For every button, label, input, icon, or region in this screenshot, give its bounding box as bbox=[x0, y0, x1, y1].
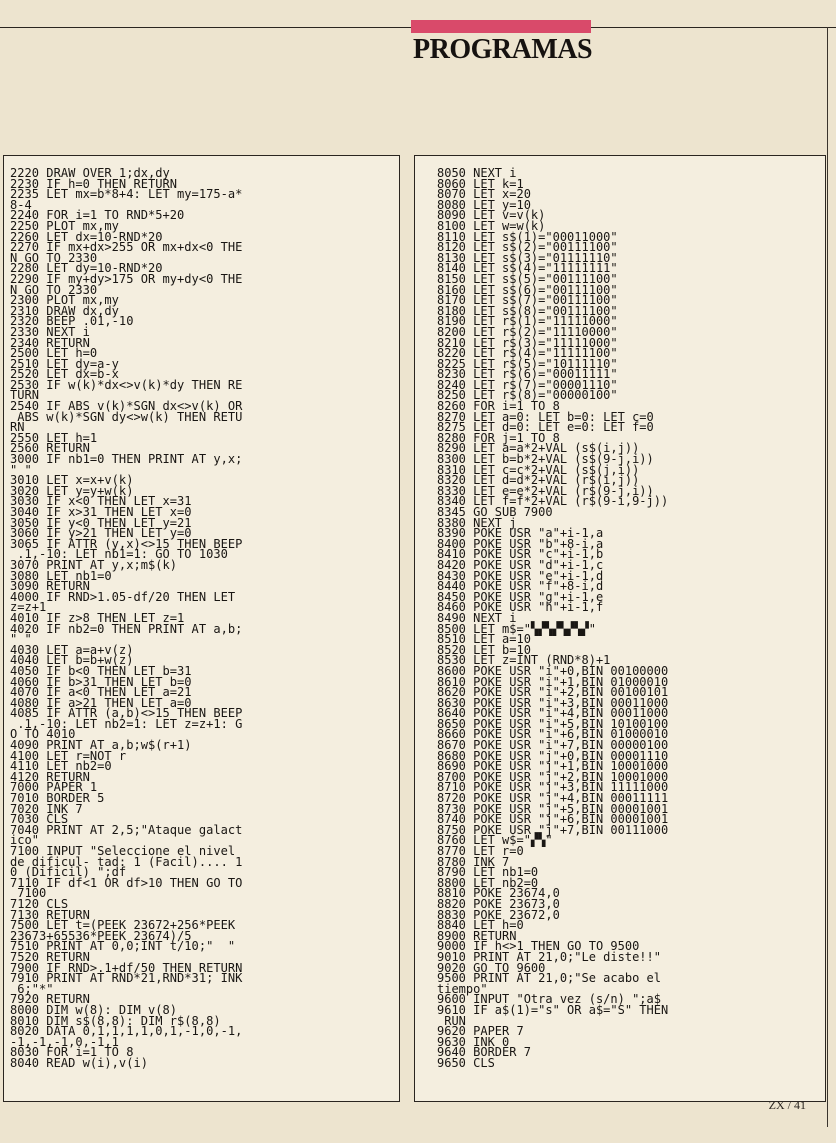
section-title: PROGRAMAS bbox=[413, 34, 593, 65]
basic-listing-left: 2220 DRAW OVER 1;dx,dy 2230 IF h=0 THEN RETURN 2235 LET mx=b*8+4: LET my=175-a* 8-4 2240 FOR i=1 TO RND*5+20 2250 PLOT mx,my 2260 LET dx=10-RND*20 2270 IF mx+dx>255 OR mx+dx<0 THE N GO TO 2330 2280 LET dy=10-RND*20 2290 IF my+dy>175 OR my+dy<0 THE N GO TO 2330 2300 PLOT mx,my 2310 DRAW dx,dy 2320 BEEP .01,-10 2330 NEXT i 2340 RETURN 2500 LET h=0 2510 LET dy=a-y 2520 LET dx=b-x 2530 IF w(k)*dx<>v(k)*dy THEN RE TURN 2540 IF ABS v(k)*SGN dx<>v(k) OR ABS w(k)*SGN dy<>w(k) THEN RETU RN 2550 LET h=1 2560 RETURN 3000 IF nb1=0 THEN PRINT AT y,x; " " 3010 LET x=x+v(k) 3020 LET y=y+w(k) 3030 IF x<0 THEN LET x=31 3040 IF x>31 THEN LET x=0 3050 IF y<0 THEN LET y=21 3060 IF y>21 THEN LET y=0 3065 IF ATTR (y,x)<>15 THEN BEEP .1,-10: LET nb1=1: GO TO 1030 3070 PRINT AT y,x;m$(k) 3080 LET nb1=0 3090 RETURN 4000 IF RND>1.05-df/20 THEN LET z=z+1 4010 IF z>8 THEN LET z=1 4020 IF nb2=0 THEN PRINT AT a,b; " " 4030 LET a=a+v(z) 4040 LET b=b+w(z) 4050 IF b<0 THEN LET b=31 4060 IF b>31 THEN LET b=0 4070 IF a<0 THEN LET a=21 4080 IF a>21 THEN LET a=0 4085 IF ATTR (a,b)<>15 THEN BEEP .1,-10: LET nb2=1: LET z=z+1: G O TO 4010 4090 PRINT AT a,b;w$(r+1) 4100 LET r=NOT r 4110 LET nb2=0 4120 RETURN 7000 PAPER 1 7010 BORDER 5 7020 INK 7 7030 CLS 7040 PRINT AT 2,5;"Ataque galact ico" 7100 INPUT "Seleccione el nivel de dificul- tad: 1 (Facil).... 1 0 (Dificil) ";df 7110 IF df<1 OR df>10 THEN GO TO 7100 7120 CLS 7130 RETURN 7500 LET t=(PEEK 23672+256*PEEK 23673+65536*PEEK 23674)/5 7510 PRINT AT 0,0;INT t/10;" " 7520 RETURN 7900 IF RND>.1+df/50 THEN RETURN 7910 PRINT AT RND*21,RND*31; INK 6;"*" 7920 RETURN 8000 DIM w(8): DIM v(8) 8010 DIM s$(8,8): DIM r$(8,8) 8020 DATA 0,1,1,1,1,0,1,-1,0,-1, -1,-1,-1,0,-1,1 8030 FOR i=1 TO 8 8040 READ w(i),v(i) bbox=[10, 165, 243, 1070]
section-color-bar bbox=[411, 20, 591, 33]
page-number: ZX / 41 bbox=[768, 1098, 806, 1112]
basic-listing-right: 8050 NEXT i 8060 LET k=1 8070 LET x=20 8080 LET y=10 8090 LET v=v(k) 8100 LET w=w(k) 8110 LET s$(1)="00011000" 8120 LET s$(2)="00111100" 8130 LET s$(3)="01111110" 8140 LET s$(4)="11111111" 8150 LET s$(5)="00111100" 8160 LET s$(6)="00111100" 8170 LET s$(7)="00111100" 8180 LET s$(8)="00111100" 8190 LET r$(1)="11111000" 8200 LET r$(2)="11110000" 8210 LET r$(3)="11111000" 8220 LET r$(4)="11111100" 8225 LET r$(5)="10111110" 8230 LET r$(6)="00011111" 8240 LET r$(7)="00001110" 8250 LET r$(8)="00000100" 8260 FOR i=1 TO 8 8270 LET a=0: LET b=0: LET c=0 8275 LET d=0: LET e=0: LET f=0 8280 FOR j=1 TO 8 8290 LET a=a*2+VAL (s$(i,j)) 8300 LET b=b*2+VAL (s$(9-j,i)) 8310 LET c=c*2+VAL (s$(j,i)) 8320 LET d=d*2+VAL (r$(i,j)) 8330 LET e=e*2+VAL (r$(9-j,i)) 8340 LET f=f*2+VAL (r$(9-i,9-j)) 8345 GO SUB 7900 8380 NEXT j 8390 POKE USR "a"+i-1,a 8400 POKE USR "b"+8-i,a 8410 POKE USR "c"+i-1,b 8420 POKE USR "d"+i-1,c 8430 POKE USR "e"+i-1,d 8440 POKE USR "f"+8-i,d 8450 POKE USR "g"+i-1,e 8460 POKE USR "h"+i-1,f 8490 NEXT i 8500 LET m$="▚▞▚▞▚▞▚▞" 8510 LET a=10 8520 LET b=10 8530 LET z=INT (RND*8)+1 8600 POKE USR "i"+0,BIN 00100000 8610 POKE USR "i"+1,BIN 01000010 8620 POKE USR "i"+2,BIN 00100101 8630 POKE USR "i"+3,BIN 00011000 8640 POKE USR "i"+4,BIN 00011000 8650 POKE USR "i"+5,BIN 10100100 8660 POKE USR "i"+6,BIN 01000010 8670 POKE USR "i"+7,BIN 00000100 8680 POKE USR "j"+0,BIN 00001110 8690 POKE USR "j"+1,BIN 10001000 8700 POKE USR "j"+2,BIN 10001000 8710 POKE USR "j"+3,BIN 11111000 8720 POKE USR "j"+4,BIN 00011111 8730 POKE USR "j"+5,BIN 00001001 8740 POKE USR "j"+6,BIN 00001001 8750 POKE USR "j"+7,BIN 00111000 8760 LET w$="▞▚" 8770 LET r=0 8780 INK 7 8790 LET nb1=0 8800 LET nb2=0 8810 POKE 23674,0 8820 POKE 23673,0 8830 POKE 23672,0 8840 LET h=0 8900 RETURN 9000 IF h<>1 THEN GO TO 9500 9010 PRINT AT 21,0;"Le diste!!" 9020 GO TO 9600 9500 PRINT AT 21,0;"Se acabo el tiempo" 9600 INPUT "Otra vez (s/n) ";a$ 9610 IF a$(1)="s" OR a$="S" THEN RUN 9620 PAPER 7 9630 INK 0 9640 BORDER 7 9650 CLS bbox=[437, 165, 669, 1070]
listing-column-right bbox=[414, 155, 826, 1102]
page-edge-rule bbox=[827, 27, 828, 1127]
listing-column-left bbox=[3, 155, 400, 1102]
